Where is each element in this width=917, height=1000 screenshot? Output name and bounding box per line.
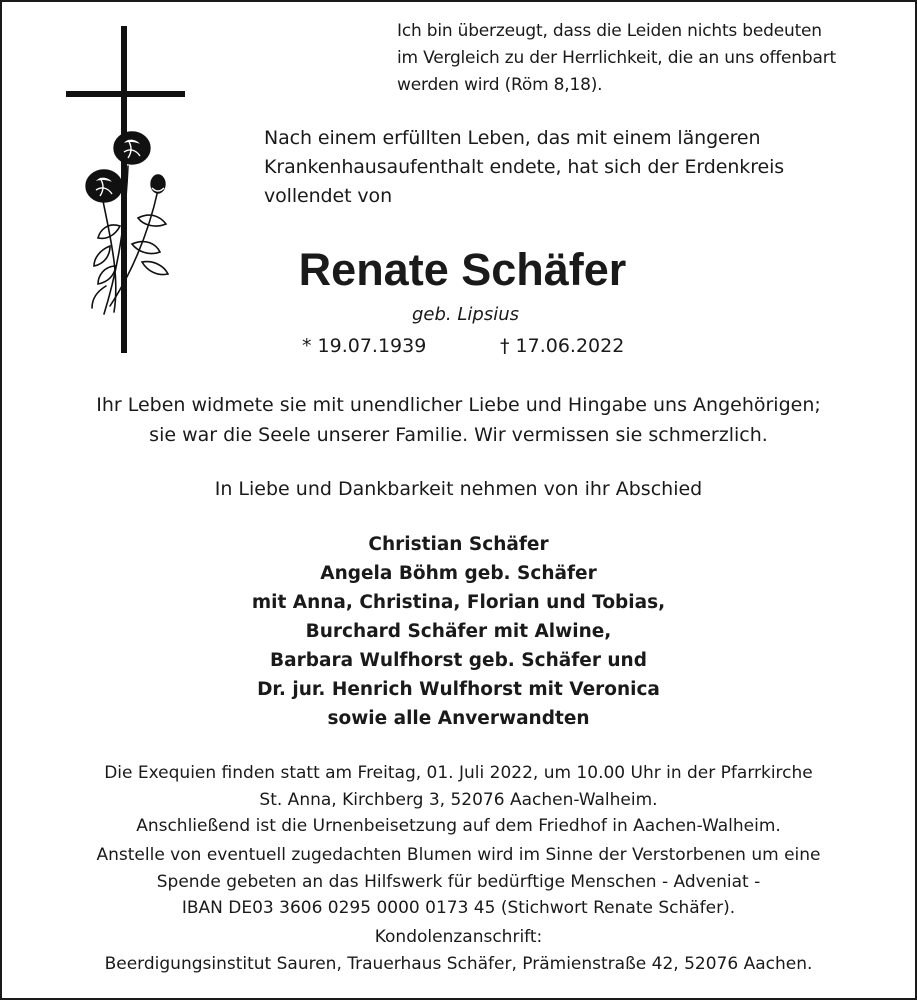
mourner-line: sowie alle Anverwandten bbox=[327, 708, 590, 729]
tribute-line: sie war die Seele unserer Familie. Wir vermissen sie schmerzlich. bbox=[149, 424, 768, 446]
service-line: Die Exequien finden statt am Freitag, 01. Juli 2022, um 10.00 Uhr in der Pfarrkirche bbox=[104, 763, 813, 783]
birth-date: * 19.07.1939 bbox=[302, 335, 427, 357]
service-line: St. Anna, Kirchberg 3, 52076 Aachen-Walheim. bbox=[259, 789, 658, 810]
donation-line: Anstelle von eventuell zugedachten Blumen wird im Sinne der Verstorbenen um eine bbox=[96, 845, 821, 865]
donation-line: Spende gebeten an das Hilfswerk für bedürftige Menschen - Adveniat - bbox=[156, 871, 761, 892]
farewell-text: In Liebe und Dankbarkeit nehmen von ihr Abschied bbox=[214, 478, 703, 500]
mourners-list bbox=[0, 530, 917, 733]
service-line: Anschließend ist die Urnenbeisetzung auf dem Friedhof in Aachen-Walheim. bbox=[136, 816, 781, 836]
tribute-line: Ihr Leben widmete sie mit unendlicher Liebe und Hingabe uns Angehörigen; bbox=[96, 394, 821, 416]
intro-line: Nach einem erfüllten Leben, das mit einem längeren bbox=[264, 127, 761, 149]
deceased-name: Renate Schäfer bbox=[298, 244, 627, 295]
condolence-address bbox=[0, 924, 917, 977]
donation-info bbox=[0, 842, 917, 922]
mourner-line: Barbara Wulfhorst geb. Schäfer und bbox=[270, 650, 647, 671]
tribute-text bbox=[0, 390, 917, 450]
quote-line: Ich bin überzeugt, dass die Leiden nichts bedeuten bbox=[397, 21, 822, 41]
mourner-line: Angela Böhm geb. Schäfer bbox=[320, 563, 597, 584]
mourner-line: Burchard Schäfer mit Alwine, bbox=[305, 621, 612, 642]
mourner-line: Christian Schäfer bbox=[368, 534, 549, 555]
mourner-line: mit Anna, Christina, Florian und Tobias, bbox=[251, 592, 666, 613]
bible-quote bbox=[397, 18, 897, 99]
maiden-name: geb. Lipsius bbox=[412, 304, 519, 325]
quote-line: im Vergleich zu der Herrlichkeit, die an uns offenbart bbox=[397, 48, 836, 68]
intro-line: vollendet von bbox=[264, 185, 393, 207]
donation-line: IBAN DE03 3606 0295 0000 0173 45 (Stichwort Renate Schäfer). bbox=[181, 898, 736, 918]
quote-line: werden wird (Röm 8,18). bbox=[397, 75, 603, 95]
cross-crossbar bbox=[66, 91, 185, 97]
condolence-line: Beerdigungsinstitut Sauren, Trauerhaus Schäfer, Prämienstraße 42, 52076 Aachen. bbox=[104, 953, 813, 974]
mourner-line: Dr. jur. Henrich Wulfhorst mit Veronica bbox=[257, 679, 660, 700]
service-info bbox=[0, 760, 917, 840]
death-date: † 17.06.2022 bbox=[500, 335, 625, 357]
condolence-line: Kondolenzanschrift: bbox=[374, 927, 543, 947]
intro-text bbox=[264, 124, 884, 211]
intro-line: Krankenhausaufenthalt endete, hat sich der Erdenkreis bbox=[264, 156, 785, 178]
